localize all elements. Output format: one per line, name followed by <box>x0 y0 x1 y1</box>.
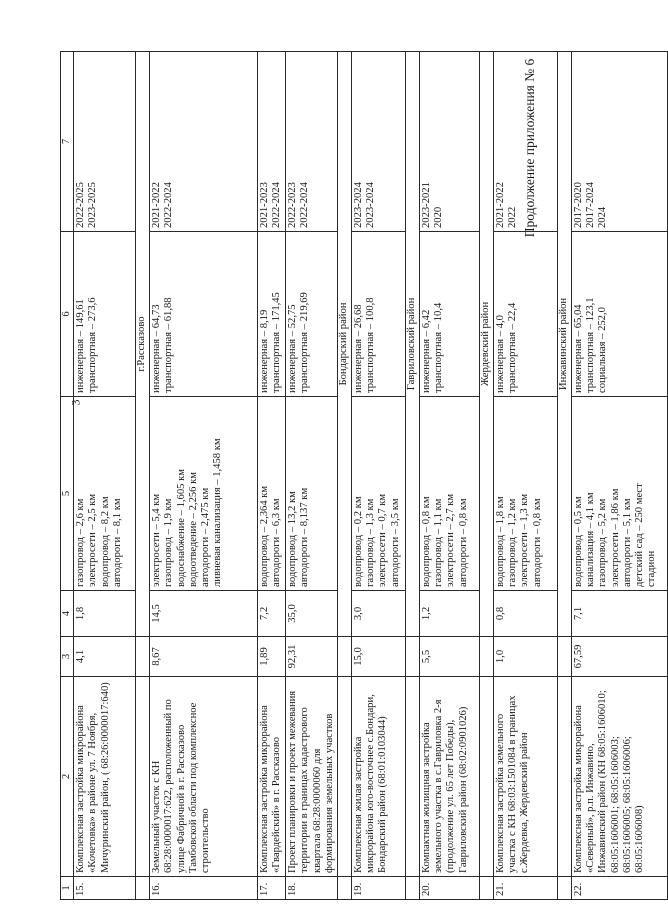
years-list <box>150 52 258 232</box>
cell-line: транспортная – 219,69 <box>299 292 311 393</box>
project-name: Комплексная застройка земельного участка с КН 68:03:1501084 в границах с.Жердевка, Жердевский район <box>494 677 558 877</box>
cost-list <box>150 232 258 397</box>
cell-line: 2020 <box>433 206 445 228</box>
years-list <box>494 52 558 232</box>
infrastructure-list <box>258 397 286 591</box>
cell-line: электросети – 1,86 км <box>609 488 621 587</box>
cell-line: 2022-2024 <box>299 182 311 228</box>
cell-line: ливневая канализация – 1,458 км <box>212 438 224 587</box>
infrastructure-list <box>352 397 406 591</box>
section-row <box>136 52 150 900</box>
cost-list <box>258 232 286 397</box>
cell-line: 2021-2023 <box>259 182 271 228</box>
cell-line: водопровод – 0,5 км <box>573 496 585 587</box>
cell-line: водопровод – 1,8 км <box>495 496 507 587</box>
years-list <box>352 52 406 232</box>
cell-line: электросети – 0,7 км <box>377 493 389 587</box>
column-4-value: 1,2 <box>420 591 480 637</box>
projects-table <box>60 51 668 900</box>
section-lead-cell <box>558 677 572 877</box>
project-name: Проект планировки и проект межевания территории в границах кадастрового квартала 68:28:0000060 для формирования земельных участков <box>286 677 338 877</box>
table-row <box>420 52 480 900</box>
row-number: 16. <box>150 877 258 900</box>
cell-line: автодороги – 2,475 км <box>200 487 212 587</box>
cell-line: транспортная – 10,4 <box>433 302 445 393</box>
cell-line: транспортная – 100,8 <box>365 297 377 393</box>
cell-line: 2022-2024 <box>271 182 283 228</box>
section-lead-cell <box>136 877 150 900</box>
project-name: Комплексная жилая застройка микрорайона юго-восточнее с.Бондари, Бондарский район (68:01:0103044) <box>352 677 406 877</box>
cell-line: стадион <box>646 550 658 587</box>
cost-list <box>286 232 338 397</box>
section-title: Бондарский район <box>338 52 352 637</box>
cell-line: инженерная – 52,75 <box>287 304 299 393</box>
cell-line: транспортная – 61,88 <box>163 297 175 393</box>
table-row <box>494 52 558 900</box>
cell-line: 2022-2023 <box>287 182 299 228</box>
section-lead-cell <box>136 677 150 877</box>
cell-line: 2021-2022 <box>151 182 163 228</box>
cell-line: газопровод – 2,6 км <box>75 498 87 587</box>
section-row <box>480 52 494 900</box>
area-value: 67,59 <box>572 637 668 677</box>
cell-line: детский сад – 250 мест <box>634 483 646 587</box>
section-lead-cell <box>480 877 494 900</box>
cost-list <box>494 232 558 397</box>
cell-line: газопровод – 1,9 км <box>163 498 175 587</box>
cell-line: водоснабжение – 1,605 км <box>175 469 187 587</box>
area-value: 1,0 <box>494 637 558 677</box>
cell-line: газопровод – 1,3 км <box>365 498 377 587</box>
section-title: Инжавинский район <box>558 52 572 637</box>
area-value: 8,67 <box>150 637 258 677</box>
column-4-value: 7,1 <box>572 591 668 637</box>
cell-line: газопровод – 1,2 км <box>507 498 519 587</box>
project-name: Комплексная застройка микрорайона «Гвардейский» в г. Рассказово <box>258 677 286 877</box>
area-value: 15,0 <box>352 637 406 677</box>
column-4-value: 0,8 <box>494 591 558 637</box>
header-cell: 6 <box>61 232 74 397</box>
area-value: 5,5 <box>420 637 480 677</box>
project-name: Компактная жилищная застройка земельного участка в с.Гавриловка 2-я (продолжение ул. 65 лет Победы), Гавриловский район (68:02:0901026) <box>420 677 480 877</box>
section-lead-cell <box>136 637 150 677</box>
years-list <box>258 52 286 232</box>
cell-line: инженерная – 64,73 <box>151 304 163 393</box>
section-title: Жердевский район <box>480 52 494 637</box>
cost-list <box>352 232 406 397</box>
table-container <box>60 52 658 900</box>
cell-line: транспортная – 273,6 <box>87 297 99 393</box>
cell-line: инженерная – 8,19 <box>259 309 271 393</box>
table-row <box>74 52 136 900</box>
table-body <box>74 52 668 900</box>
cell-line: 2023-2024 <box>365 182 377 228</box>
cell-line: электросети – 1,3 км <box>519 493 531 587</box>
cell-line: газопровод – 1,1 км <box>433 498 445 587</box>
cell-line: водоотведение – 2,256 км <box>187 472 199 587</box>
cell-line: 2023-2024 <box>353 182 365 228</box>
cell-line: водопровод – 0,2 км <box>353 496 365 587</box>
cell-line: транспортная – 22,4 <box>507 302 519 393</box>
column-4-value: 35,0 <box>286 591 338 637</box>
years-list <box>74 52 136 232</box>
table-row <box>286 52 338 900</box>
cell-line: канализация – 4,1 км <box>585 492 597 587</box>
rotated-table-frame <box>60 52 658 900</box>
table-row <box>258 52 286 900</box>
cell-line: водопровод – 0,8 км <box>421 496 433 587</box>
cell-line: инженерная – 26,68 <box>353 304 365 393</box>
section-lead-cell <box>480 677 494 877</box>
section-lead-cell <box>406 637 420 677</box>
column-4-value: 3,0 <box>352 591 406 637</box>
cost-list <box>420 232 480 397</box>
section-title: г.Рассказово <box>136 52 150 637</box>
cell-line: автодороги – 5,1 км <box>621 498 633 587</box>
row-number: 20. <box>420 877 480 900</box>
cell-line: инженерная – 149,61 <box>75 299 87 393</box>
column-4-value: 7,2 <box>258 591 286 637</box>
row-number: 22. <box>572 877 668 900</box>
section-lead-cell <box>338 637 352 677</box>
table-row <box>150 52 258 900</box>
area-value: 4,1 <box>74 637 136 677</box>
years-list <box>420 52 480 232</box>
area-value: 1,89 <box>258 637 286 677</box>
section-lead-cell <box>406 877 420 900</box>
cell-line: 2023-2021 <box>421 182 433 228</box>
cell-line: транспортная – 123,1 <box>585 297 597 393</box>
table-row <box>572 52 668 900</box>
infrastructure-list <box>150 397 258 591</box>
cell-line: 2021-2022 <box>495 182 507 228</box>
cell-line: электросети – 2,5 км <box>87 493 99 587</box>
cell-line: инженерная – 65,04 <box>573 304 585 393</box>
infrastructure-list <box>74 397 136 591</box>
area-value: 92,31 <box>286 637 338 677</box>
row-number: 19. <box>352 877 406 900</box>
cell-line: автодороги – 0,8 км <box>457 498 469 587</box>
cell-line: 2017-2024 <box>585 182 597 228</box>
cell-line: инженерная – 4,0 <box>495 315 507 393</box>
infrastructure-list <box>494 397 558 591</box>
cell-line: автодороги – 6,3 км <box>271 498 283 587</box>
section-lead-cell <box>558 877 572 900</box>
project-name: Комплексная застройка микрорайона «Северный», р.п. Инжавино, Инжавинский район (КН 68:05:1606010; 68:05:1606001; 68:05:1606003; 68:05:1606005; 68:05:1606006; 68:05:1606008) <box>572 677 668 877</box>
section-row <box>338 52 352 900</box>
section-lead-cell <box>480 637 494 677</box>
header-cell: 2 <box>61 677 74 877</box>
cell-line: электросети – 5,4 км <box>151 493 163 587</box>
project-name: Земельный участок с КН 68:28:0000017:622, расположенный по улице Фабричной в г. Рассказово Тамбовской области под комплексное строительство <box>150 677 258 877</box>
years-list <box>286 52 338 232</box>
cell-line: автодороги – 0,8 км <box>531 498 543 587</box>
row-number: 21. <box>494 877 558 900</box>
infrastructure-list <box>420 397 480 591</box>
page-title: Продолжение приложения № 6 <box>522 58 537 238</box>
header-cell: 5 <box>61 397 74 591</box>
table-row <box>352 52 406 900</box>
cell-line: 2022-2025 <box>75 182 87 228</box>
row-number: 15. <box>74 877 136 900</box>
row-number: 17. <box>258 877 286 900</box>
project-name: Комплексная застройка микрорайона «Кочетовка» в районе ул. 7 Ноября, Мичуринский район, ( 68:26:0000017:640) <box>74 677 136 877</box>
cell-line: инженерная – 6,42 <box>421 309 433 393</box>
cost-list <box>74 232 136 397</box>
cell-line: транспортная – 171,45 <box>271 292 283 393</box>
cell-line: 2017-2020 <box>573 182 585 228</box>
row-number: 18. <box>286 877 338 900</box>
years-list <box>572 52 668 232</box>
cell-line: автодороги – 8,137 км <box>299 487 311 587</box>
section-lead-cell <box>558 637 572 677</box>
cell-line: водопровод – 8,2 км <box>99 496 111 587</box>
cell-line: 2022-2024 <box>163 182 175 228</box>
header-cell: 7 <box>61 52 74 232</box>
cell-line: водопровод – 2,364 км <box>259 485 271 587</box>
header-row <box>61 52 74 900</box>
section-lead-cell <box>338 677 352 877</box>
cell-line: автодороги – 3,5 км <box>389 498 401 587</box>
cell-line: 2023-2025 <box>87 182 99 228</box>
infrastructure-list <box>286 397 338 591</box>
cell-line: 2024 <box>597 206 609 228</box>
infrastructure-list <box>572 397 668 591</box>
cell-line: водопровод – 13,2 км <box>287 491 299 587</box>
cell-line: 2022 <box>507 206 519 228</box>
section-lead-cell <box>406 677 420 877</box>
section-row <box>406 52 420 900</box>
cell-line: социальная – 252,0 <box>597 307 609 393</box>
page-number: 3 <box>68 399 83 406</box>
cell-line: электросети – 2,7 км <box>445 493 457 587</box>
section-lead-cell <box>338 877 352 900</box>
header-cell: 1 <box>61 877 74 900</box>
cell-line: автодороги – 8,1 км <box>111 498 123 587</box>
cell-line: газопровод – 5,2 км <box>597 498 609 587</box>
column-4-value: 14,5 <box>150 591 258 637</box>
column-4-value: 1,8 <box>74 591 136 637</box>
section-title: Гавриловский район <box>406 52 420 637</box>
header-cell: 4 <box>61 591 74 637</box>
section-row <box>558 52 572 900</box>
header-cell: 3 <box>61 637 74 677</box>
cost-list <box>572 232 668 397</box>
